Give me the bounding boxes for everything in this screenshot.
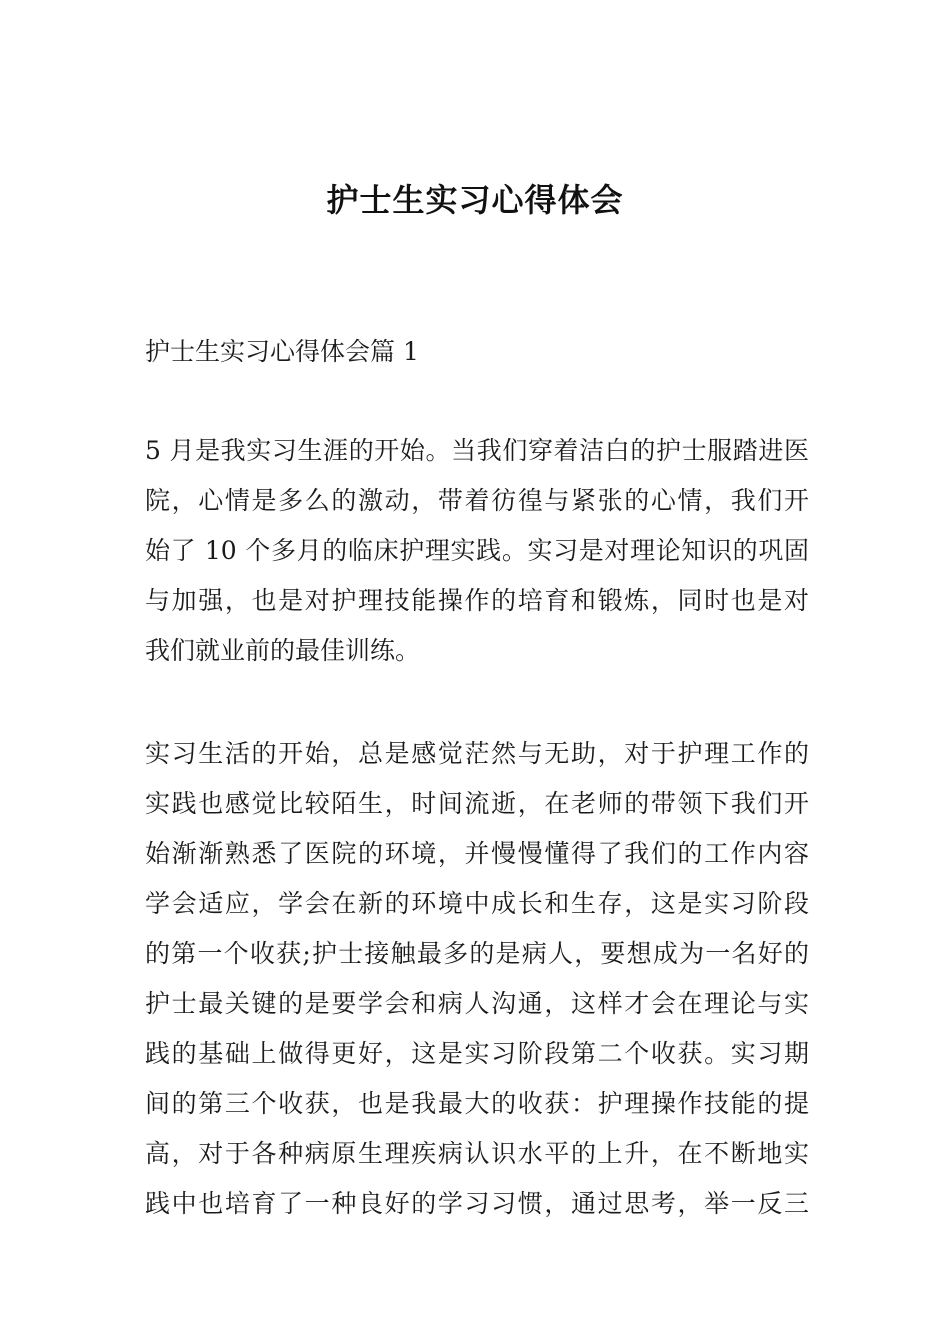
paragraph-line: 间的第三个收获，也是我最大的收获：护理操作技能的提 — [145, 1089, 809, 1118]
paragraph-line: 实践也感觉比较陌生，时间流逝，在老师的带领下我们开 — [145, 789, 809, 818]
paragraph-line: 院，心情是多么的激动，带着彷徨与紧张的心情，我们开 — [145, 486, 809, 515]
paragraph-line: 学会适应，学会在新的环境中成长和生存，这是实习阶段 — [145, 889, 809, 918]
paragraph-line: 实习生活的开始，总是感觉茫然与无助，对于护理工作的 — [145, 739, 809, 768]
paragraph-line: 的第一个收获;护士接触最多的是病人，要想成为一名好的 — [145, 939, 809, 968]
paragraph-1 — [145, 426, 809, 676]
paragraph-line: 我们就业前的最佳训练。 — [145, 636, 421, 665]
paragraph-line: 始了 10 个多月的临床护理实践。实习是对理论知识的巩固 — [145, 536, 809, 565]
document-title: 护士生实习心得体会 — [326, 181, 624, 219]
paragraph-line: 践中也培育了一种良好的学习习惯，通过思考，举一反三 — [145, 1189, 809, 1218]
paragraph-2 — [145, 729, 809, 1229]
document-body — [145, 330, 809, 1229]
paragraph-line: 与加强，也是对护理技能操作的培育和锻炼，同时也是对 — [145, 586, 809, 615]
paragraph-line: 始渐渐熟悉了医院的环境，并慢慢懂得了我们的工作内容 — [145, 839, 809, 868]
paragraph-line: 5 月是我实习生涯的开始。当我们穿着洁白的护士服踏进医 — [145, 436, 809, 465]
paragraph-line: 践的基础上做得更好，这是实习阶段第二个收获。实习期 — [145, 1039, 809, 1068]
paragraph-line: 护士最关键的是要学会和病人沟通，这样才会在理论与实 — [145, 989, 809, 1018]
paragraph-line: 高，对于各种病原生理疾病认识水平的上升，在不断地实 — [145, 1139, 809, 1168]
section-heading: 护士生实习心得体会篇 1 — [145, 337, 419, 366]
